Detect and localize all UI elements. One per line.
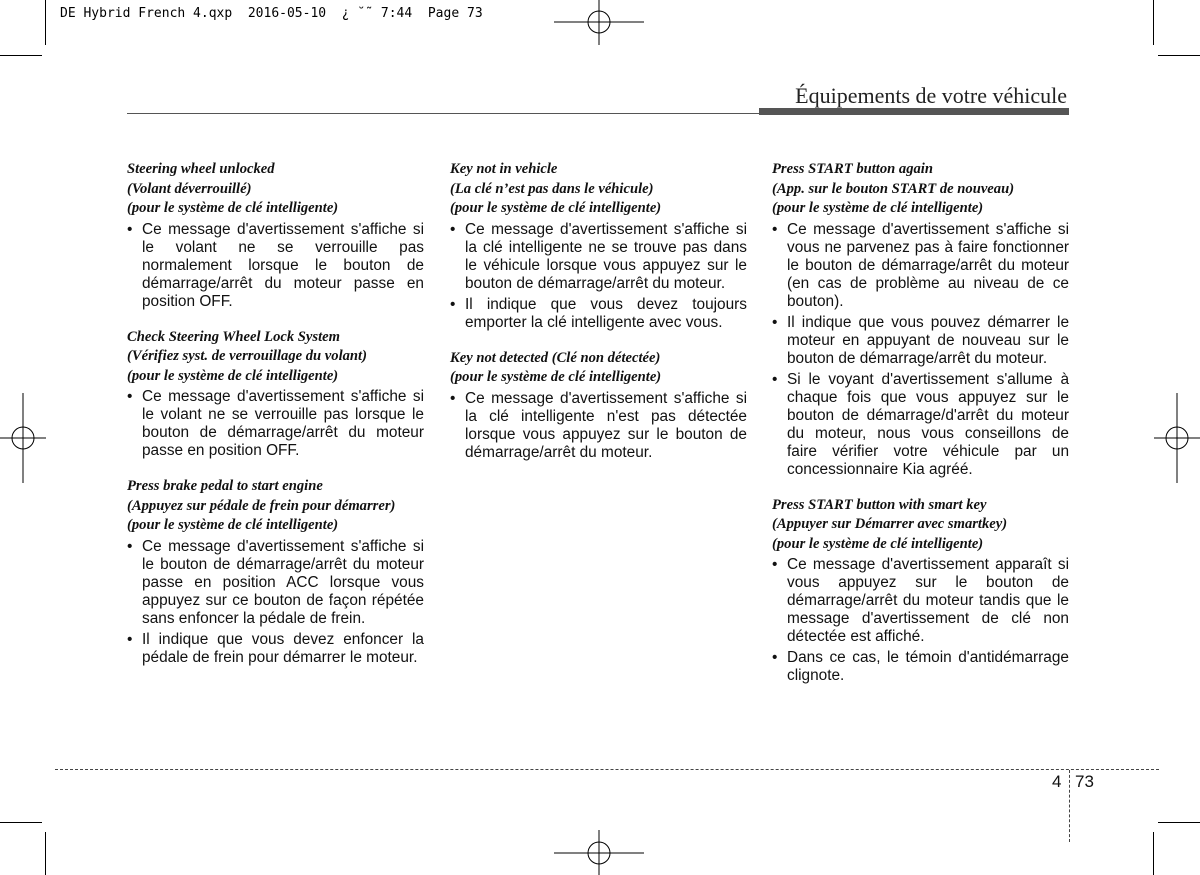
bullet-list [450,390,747,462]
bullet-text: Ce message d'avertissement s'affiche si le bouton de démarrage/arrêt du moteur passe en position ACC lorsque vous appuyez sur ce bouton de façon répétée sans enfoncer la pédale de frein. [142,537,424,627]
bullet-item [772,649,1069,685]
bullet-list [772,556,1069,685]
section-heading-line: Press START button again [772,161,933,177]
bullet-list [450,221,747,332]
warning-message-section [772,496,1069,686]
registration-mark-bottom [554,830,644,875]
section-heading [772,160,1069,219]
bullet-item [127,631,424,667]
bullet-text: Ce message d'avertissement apparaît si vous appuyez sur le bouton de démarrage/arrêt du moteur tandis que le message d'avertissement de clé non détectée est affiché. [787,556,1069,645]
section-heading-line: Check Steering Wheel Lock System [127,328,340,345]
bullet-dot-icon: • [450,295,456,313]
section-heading-line: (pour le système de clé intelligente) [127,517,339,533]
bullet-dot-icon: • [772,220,778,238]
section-heading-line: (Appuyez sur pédale de frein pour démarrer) [127,497,396,514]
section-heading [127,160,424,219]
bullet-dot-icon: • [772,313,778,331]
bullet-text: Ce message d'avertissement s'affiche si la clé intelligente n'est pas détectée lorsque vous appuyez sur le bouton de démarrage/arrêt du moteur. [465,389,747,461]
crop-mark-top-left-h [0,55,42,56]
warning-message-section [127,477,424,667]
bullet-dot-icon: • [450,220,456,238]
header-rule-thick [759,108,1069,115]
section-heading-line: (pour le système de clé intelligente) [772,200,984,216]
bullet-dot-icon: • [127,537,133,555]
text-column [772,160,1069,702]
bullet-text: Dans ce cas, le témoin d'antidémarrage clignote. [787,649,1069,684]
bullet-list [127,388,424,460]
bullet-text: Ce message d'avertissement s'affiche si la clé intelligente ne se trouve pas dans le véhicule lorsque vous appuyez sur le bouton de démarrage/arrêt du moteur. [465,220,747,292]
bullet-item [772,221,1069,311]
section-heading [127,328,424,387]
warning-message-section [127,160,424,311]
section-heading-line: Key not in vehicle [450,161,558,177]
bullet-text: Ce message d'avertissement s'affiche si le volant ne se verrouille pas normalement lorsque le bouton de démarrage/arrêt du moteur passe en position OFF. [142,220,424,310]
section-heading-line: Key not detected (Clé non détectée) [450,349,661,366]
bullet-item [127,221,424,311]
bullet-dot-icon: • [450,389,456,407]
header-rule-thin [127,113,759,114]
section-heading-line: Press brake pedal to start engine [127,478,323,494]
text-column [127,160,424,684]
section-heading [450,160,747,219]
warning-message-section [127,328,424,461]
page-number: 73 [1075,772,1094,791]
bullet-text: Il indique que vous pouvez démarrer le moteur en appuyant de nouveau sur le bouton de démarrage/arrêt du moteur. [787,313,1069,367]
bullet-item [772,314,1069,368]
bullet-item [450,221,747,293]
crop-mark-bottom-left-v [45,832,46,875]
section-heading [772,496,1069,555]
warning-message-section [450,160,747,332]
section-heading-line: (La clé n’est pas dans le véhicule) [450,180,654,197]
bullet-list [127,221,424,311]
crop-mark-bottom-right-h [1158,822,1200,823]
print-slug: DE Hybrid French 4.qxp 2016-05-10 ¿ ˘˜ 7:44 Page 73 [60,6,483,21]
bullet-item [127,538,424,628]
registration-mark-left [0,393,46,483]
bullet-list [772,221,1069,479]
bullet-list [127,538,424,667]
footer-dashed-divider [1069,770,1070,842]
bullet-item [772,556,1069,646]
bullet-text: Il indique que vous devez enfoncer la pédale de frein pour démarrer le moteur. [142,630,424,666]
section-heading-line: (pour le système de clé intelligente) [772,535,984,552]
footer-dashed-rule [55,769,1159,770]
warning-message-section [450,349,747,462]
page-header-title: Équipements de votre véhicule [795,83,1067,108]
bullet-dot-icon: • [127,630,133,648]
section-heading-line: (Volant déverrouillé) [127,180,252,197]
bullet-text: Ce message d'avertissement s'affiche si le volant ne se verrouille pas lorsque le bouton de démarrage/arrêt du moteur passe en position OFF. [142,388,424,459]
crop-mark-bottom-left-h [0,822,42,823]
section-heading-line: (pour le système de clé intelligente) [127,200,339,216]
bullet-dot-icon: • [772,649,778,666]
bullet-dot-icon: • [772,556,778,573]
text-column [450,160,747,479]
bullet-text: Il indique que vous devez toujours emporter la clé intelligente avec vous. [465,295,747,331]
section-heading-line: (pour le système de clé intelligente) [450,200,662,216]
section-heading-line: Steering wheel unlocked [127,161,275,177]
bullet-dot-icon: • [127,388,133,405]
registration-mark-right [1154,393,1200,483]
bullet-item [450,296,747,332]
bullet-item [127,388,424,460]
section-heading-line: (pour le système de clé intelligente) [450,369,662,385]
bullet-item [450,390,747,462]
bullet-dot-icon: • [127,220,133,238]
chapter-number: 4 [1052,772,1062,791]
warning-message-section [772,160,1069,479]
section-heading-line: (pour le système de clé intelligente) [127,367,339,384]
bullet-item [772,371,1069,479]
section-heading-line: (Appuyer sur Démarrer avec smartkey) [772,516,1008,532]
section-heading-line: (App. sur le bouton START de nouveau) [772,180,1015,197]
section-heading-line: Press START button with smart key [772,496,987,513]
crop-mark-bottom-right-v [1153,832,1154,875]
crop-mark-top-left-v [45,0,46,45]
bullet-text: Si le voyant d'avertissement s'allume à chaque fois que vous appuyez sur le bouton de démarrage/d'arrêt du moteur du moteur, nous vous conseillons de faire vérifier votre véhicule par un concessionnaire Kia agréé. [787,370,1069,478]
bullet-dot-icon: • [772,370,778,388]
crop-mark-top-right-v [1153,0,1154,45]
section-heading-line: (Vérifiez syst. de verrouillage du volant) [127,348,367,364]
registration-mark-top [554,0,644,45]
section-heading [127,477,424,536]
section-heading [450,349,747,388]
bullet-text: Ce message d'avertissement s'affiche si vous ne parvenez pas à faire fonctionner le bouton de démarrage/arrêt du moteur (en cas de problème au niveau de ce bouton). [787,220,1069,310]
crop-mark-top-right-h [1158,55,1200,56]
